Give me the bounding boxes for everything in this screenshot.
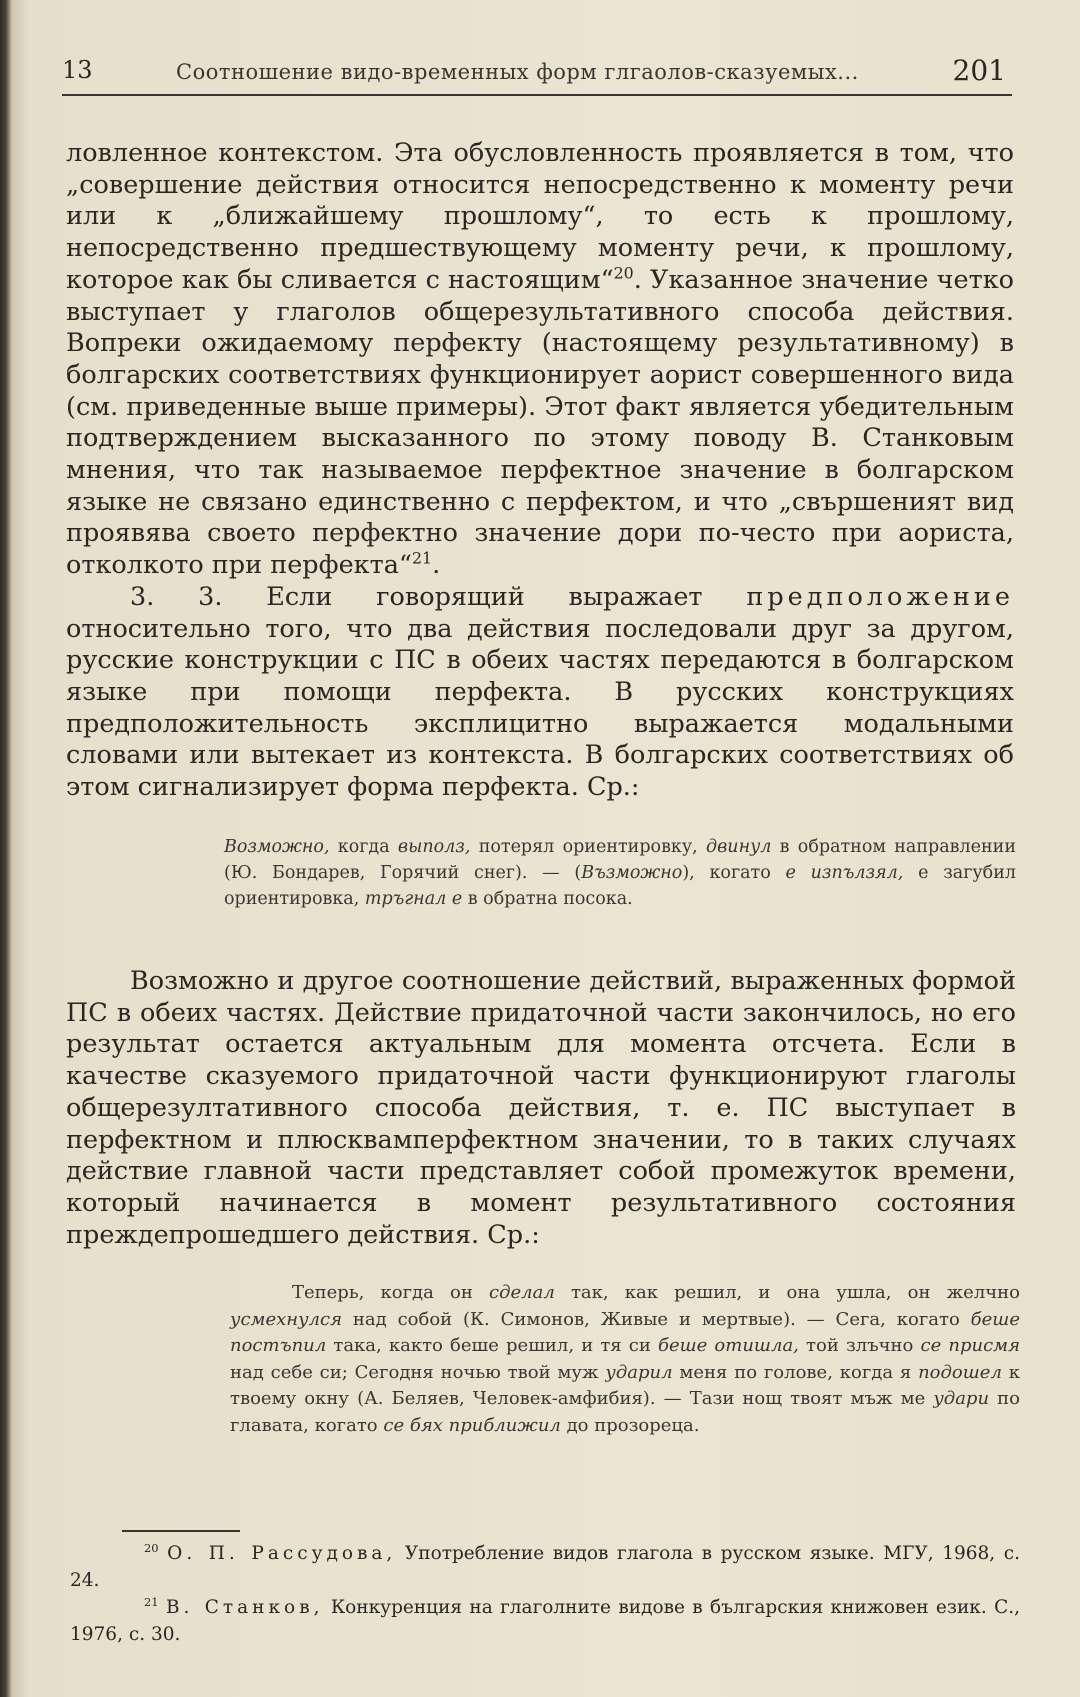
quote-text: когда bbox=[329, 837, 398, 857]
quote-text: над собой (К. Симонов, Живые и мертвые). — Сега, когато bbox=[342, 1308, 971, 1330]
quote-text: так, как решил, и она ушла, он желчно bbox=[554, 1282, 1021, 1303]
quote-text: в обратна посока. bbox=[462, 889, 633, 909]
footnote-divider bbox=[122, 1530, 240, 1532]
footnote-author: В. Станков, bbox=[165, 1597, 324, 1618]
quote-text: е загубил ориентировка, bbox=[224, 863, 1016, 909]
footnote-number: 20 bbox=[144, 1540, 159, 1555]
quote-italic: выполз, bbox=[397, 837, 471, 857]
quote-italic: сделал bbox=[489, 1282, 555, 1303]
paragraph-1 bbox=[66, 138, 1014, 804]
quote-text: в обратном направлении (Ю. Бондарев, Горячий снег). — ( bbox=[224, 837, 1016, 883]
quote-italic: беше отишла, bbox=[657, 1335, 799, 1356]
quote-text: така, както беше решил, и тя си bbox=[326, 1335, 658, 1356]
footnote-text: Употребление видов глагола в русском языке. МГУ, 1968, с. 24. bbox=[70, 1543, 1020, 1591]
quote-italic: двинул bbox=[706, 837, 772, 857]
quote-text: Теперь, когда он bbox=[292, 1282, 489, 1303]
paragraph-3 bbox=[66, 966, 1016, 1251]
paragraph-text: ловленное контекстом. Эта обусловленность проявляется в том, что „совершение действия относится непосредственно к моменту речи или к „ближайшему прошлому“, то есть к прошлому, непосредственно предшествующему моменту речи, к прошлому, которое как бы сливается с настоящим“ bbox=[66, 138, 1014, 295]
quote-text: над себе си; Сегодня ночью твой муж bbox=[230, 1361, 606, 1383]
footnote-text: Конкуренция на глаголните видове в българския книжовен език. С., 1976, с. 30. bbox=[70, 1597, 1020, 1645]
quote-text: к твоему окну (А. Беляев, Человек-амфибия). — Тази нощ твоят мъж ме bbox=[230, 1361, 1020, 1409]
page-number: 201 bbox=[952, 54, 1006, 87]
quote-text: ), когато bbox=[682, 863, 786, 883]
paragraph-text: 3. 3. Если говорящий выражает bbox=[130, 581, 747, 612]
emphasized-word: предположение bbox=[746, 581, 1014, 612]
footnote-21 bbox=[70, 1594, 1020, 1648]
quote-italic: усмехнулся bbox=[230, 1308, 343, 1330]
quote-italic: тръгнал е bbox=[364, 889, 463, 909]
quote-text: по главата, когато bbox=[230, 1388, 1020, 1436]
paragraph-text: . Указанное значение четко выступает у глаголов общерезультативного способа действия. Вопреки ожидаемому перфекту (настоящему результативному) в болгарских соответствиях функционирует аорист совершенного вида (см. приведенные выше примеры). Этот факт является убедительным подтверждением высказанного по этому поводу В. Станковым мнения, что так называемое перфектное значение в болгарском языке не связано единственно с перфектом, и что „свършеният вид проявява своето перфектно значение дори по-често при аориста, отколкото при перфекта“ bbox=[66, 264, 1014, 581]
paragraph-2 bbox=[66, 582, 1014, 804]
quote-italic: беше постъпил bbox=[230, 1308, 1020, 1356]
example-quote-1 bbox=[224, 834, 1016, 912]
footnote-ref-21: 21 bbox=[411, 548, 433, 568]
quote-text: меня по голове, когда я bbox=[672, 1361, 919, 1383]
footnote-ref-20: 20 bbox=[613, 263, 634, 283]
quote-italic: се бях приближил bbox=[383, 1414, 561, 1436]
chapter-number: 13 bbox=[62, 56, 93, 84]
footnote-author: О. П. Рассудова, bbox=[167, 1543, 397, 1564]
quote-italic: подошел bbox=[918, 1361, 1002, 1383]
paragraph-text: . bbox=[432, 550, 441, 581]
quote-italic: е изпълзял, bbox=[785, 863, 904, 883]
quote-italic: Возможно, bbox=[224, 837, 330, 857]
quote-text: потерял ориентировку, bbox=[470, 837, 707, 857]
paragraph-text: Возможно и другое соотношение действий, выраженных формой ПС в обеих частях. Действие придаточной части закончилось, но его результат остается актуальным для момента отсчета. Если в качестве сказуемого придаточной части функционируют глаголы общерезултативного способа действия, т. е. ПС выступает в перфектном и плюсквамперфектном значении, то в таких случаях действие главной части представляет собой промежуток времени, который начинается в момент результативного состояния преждепрошедшего действия. Ср.: bbox=[66, 966, 1016, 1250]
footnote-number: 21 bbox=[144, 1594, 159, 1609]
running-title: Соотношение видо-временных форм глгаолов-сказуемых... bbox=[176, 60, 859, 84]
paragraph-text: относительно того, что два действия последовали друг за другом, русские конструкции с ПС в обеих частях передаются в болгарском языке при помощи перфекта. В русских конструкциях предположительность эксплицитно выражается модальными словами или вытекает из контекста. В болгарских соответствиях об этом сигнализирует форма перфекта. Ср.: bbox=[66, 613, 1014, 803]
quote-italic: удари bbox=[933, 1388, 990, 1409]
quote-text: до прозореца. bbox=[560, 1414, 700, 1436]
quote-italic: ударил bbox=[605, 1361, 673, 1383]
quote-italic: се присмя bbox=[920, 1335, 1021, 1356]
quote-italic: Възможно bbox=[581, 863, 683, 883]
example-quote-2 bbox=[230, 1280, 1020, 1439]
footnote-20 bbox=[70, 1540, 1020, 1594]
quote-text: той злъчно bbox=[798, 1335, 921, 1356]
running-header bbox=[62, 50, 1012, 96]
